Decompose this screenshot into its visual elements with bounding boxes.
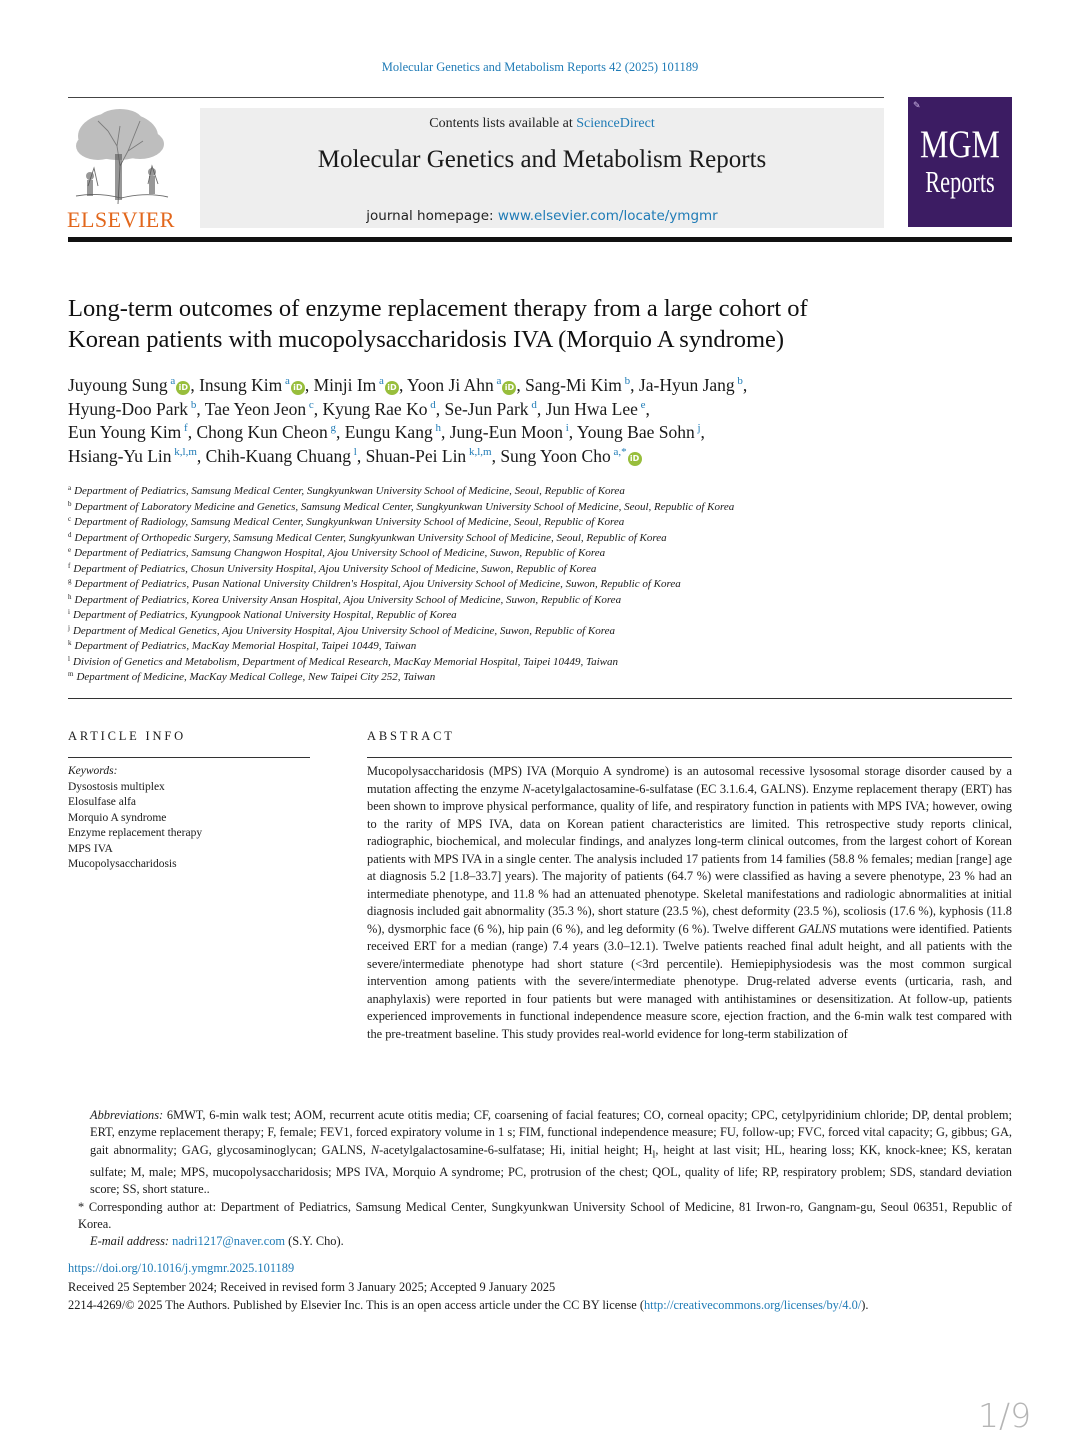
corresponding-author-footnote: * Corresponding author at: Department of Pediatrics, Samsung Medical Center, Sungkyunkwan University School of Medicine, 81 Irwon-ro, Gangnam-gu, Seoul 06351, Republic of Korea. [78,1199,1012,1231]
author-affiliation-mark[interactable]: a [282,375,290,387]
journal-homepage-line [200,208,884,224]
email-link[interactable]: nadri1217@naver.com [172,1234,286,1249]
abstract-segment: Mucopolysaccharidosis (MPS) IVA (Morquio A syndrome) is an autosomal recessive lysosomal storage disorder caused by a mutation affecting the enzyme [367,764,1012,796]
abstract-segment: mutations were identified. Patients received ERT for a median (range) 7.4 years (3.0–12.1). Twelve patients reached final adult height, and all patients with the severe/intermediate phenotype had short stature (<3rd percentile). Hemiepiphysiodesis was the most common surgical intervention among patients with the severe/intermediate phenotype. Drug-related adverse events (urticaria, rash, and anaphylaxis) were reported in four patients but were managed with antihistamines or desensitization. At follow-up, patients experienced improvements in functional independence measure score, ejection fraction, and the 6-min walk test compared with the pre-treatment baseline. This study provides real-world evidence for long-term stabilization of [367,921,1013,1041]
author-affiliation-mark[interactable]: a [493,375,502,387]
author-name: Kyung Rae Ko [322,398,428,419]
author-affiliation-mark[interactable]: f [181,422,188,434]
keywords-list [68,780,308,873]
keyword-item: Morquio A syndrome [68,811,167,824]
keyword-item: Dysostosis multiplex [68,780,165,793]
crossmark-icon: ✎ [913,100,921,110]
author-name: Tae Yeon Jeon [204,398,307,419]
author[interactable] [196,422,336,442]
footnotes [68,1107,1012,1251]
affiliation-text: Division of Genetics and Metabolism, Department of Medical Research, MacKay Memorial Hospital, Taipei 10449, Taiwan [72,655,619,668]
abstract-italic: GALNS [798,921,836,936]
affiliation-list [68,484,1012,686]
affiliation-letter: l [68,654,70,663]
header-bottom-rule [68,237,1012,242]
affiliation-text: Department of Pediatrics, Pusan National University Children's Hospital, Ajou University School of Medicine, Suwon, Republic of Korea [74,578,681,590]
author-affiliation-mark[interactable]: a [376,375,384,387]
header-top-rule [68,97,884,98]
abstract-rule [367,757,1012,758]
affiliation-text: Department of Medicine, MacKay Medical College, New Taipei City 252, Taiwan [76,671,436,683]
email-footnote [68,1233,1012,1250]
keyword-item: Mucopolysaccharidosis [68,858,177,870]
author[interactable] [444,399,536,419]
author-affiliation-mark[interactable]: b [734,375,743,387]
author-name: Ja-Hyun Jang [638,375,735,395]
affiliation-item [68,593,1012,609]
affiliation-item [68,577,1012,593]
abbreviations-subscript: l [652,1149,656,1161]
received-dates: Received 25 September 2024; Received in revised form 3 January 2025; Accepted 9 January 2025 [68,1279,556,1294]
affiliation-text: Department of Orthopedic Surgery, Samsung Medical Center, Sungkyunkwan University School of Medicine, Seoul, Republic of Korea [74,531,667,544]
publisher-logo [66,106,176,232]
author[interactable] [314,375,399,395]
affiliation-text: Department of Pediatrics, Kyungpook National University Hospital, Republic of Korea [72,609,457,621]
orcid-icon[interactable]: iD [291,381,305,395]
affiliation-item [68,546,1012,562]
author-affiliation-mark[interactable]: e [637,398,646,411]
author-affiliation-mark[interactable]: l [351,445,357,458]
author[interactable] [199,375,305,395]
author-name: Eungu Kang [344,422,433,442]
affiliation-letter: k [68,639,72,647]
affiliation-item [68,531,1012,547]
affiliation-item [68,655,1012,671]
affiliation-text: Department of Medical Genetics, Ajou University Hospital, Ajou University School of Medicine, Suwon, Republic of Korea [72,624,616,637]
author[interactable] [525,375,630,395]
author-name: Hsiang-Yu Lin [68,445,172,466]
author-name: Sang-Mi Kim [525,375,622,395]
affiliation-letter: c [68,515,72,523]
journal-cover-thumbnail[interactable] [908,97,1012,227]
abbreviations-text: -acetylgalactosamine-6-sulfatase; Hi, initial height; H [379,1142,653,1157]
license-prefix: 2214-4269/© 2025 The Authors. Published by Elsevier Inc. This is an open access article under the CC BY license ( [68,1298,644,1312]
author-name: Chong Kun Cheon [196,422,328,442]
author-name: Yoon Ji Ahn [407,375,494,395]
author[interactable] [68,422,188,442]
tree-logo-icon [68,106,174,206]
abbreviations-italic: N [370,1142,380,1157]
author[interactable] [68,446,197,466]
author[interactable] [68,375,190,395]
affiliation-item [68,562,1012,578]
license-suffix: ). [861,1298,869,1312]
affiliation-item [68,500,1012,516]
contents-prefix: Contents lists available at [429,116,577,131]
article-title [68,293,1012,355]
author-name: Sung Yoon Cho [500,445,611,466]
author-affiliation-mark[interactable]: i [562,422,569,434]
author-name: Se-Jun Park [444,398,529,419]
doi-link[interactable]: https://doi.org/10.1016/j.ymgmr.2025.101189 [68,1261,295,1275]
email-label: E-mail address: [90,1234,170,1249]
affiliation-letter: f [68,561,71,570]
author-name: Chih-Kuang Chuang [205,445,351,466]
affiliation-letter: j [68,623,70,632]
author-affiliation-mark[interactable]: a [167,375,176,387]
affiliation-letter: i [68,608,70,616]
author-affiliation-mark[interactable]: b [621,375,631,387]
affiliation-item [68,639,1012,655]
abbreviations-text: , height at last visit; HL, hearing loss; KK, knock-knee; KS, keratan sulfate; M, male; MPS, mucopolysaccharidosis; MPS IVA, Morquio A syndrome; PC, protrusion of the chest; QOL, quality of life; RP, respiratory problem; SDS, standard deviation score; SS, short stature.. [90,1142,1012,1197]
journal-homepage-link[interactable]: www.elsevier.com/locate/ymgmr [497,208,718,224]
keyword-item: Enzyme replacement therapy [68,827,203,839]
abbreviations-label: Abbreviations: [90,1108,164,1122]
affiliation-letter: d [68,530,72,539]
abstract-italic: N [522,781,531,796]
author[interactable] [206,446,357,466]
author[interactable] [407,375,516,395]
affiliation-item [68,624,1012,640]
author[interactable] [205,399,314,419]
author-affiliation-mark[interactable]: c [306,398,314,411]
author-affiliation-mark[interactable]: k,l,m [171,445,197,458]
abbreviations-footnote [68,1107,1012,1199]
author-list: Juyoung Sung $^a$iD , Insung Kim $^a$iD , Minji Im $^a$iD , Yoon Ji Ahn $^a$iD , Sang-Mi Kim $^b$, Ja-Hyun Jang $^b$, Hyung-Doo Park $^b$, Tae Yeon Jeon $^c$, Kyung Rae Ko $^d$, Se-Jun Park $^d$, Jun Hwa Lee $^e$, Eun Young Kim $^f$, Chong Kun Cheon $^g$, Eungu Kang $^h$, Jung-Eun Moon $^i$, Young Bae Sohn $^j$, Hsiang-Yu Lin $^{k,l,m}$, Chih-Kuang Chuang $^l$, Shuan-Pei Lin $^{k,l,m}$, Sung Yoon Cho $^{a,*}$iD [68,375,748,466]
contents-available-line [200,116,884,132]
keywords-block [68,764,308,873]
journal-title: Molecular Genetics and Metabolism Reports [317,146,767,173]
abstract-segment: -acetylgalactosamine-6-sulfatase (EC 3.1.6.4, GALNS). Enzyme replacement therapy (ERT) has been shown to improve physical performance, quality of life, and respiratory function in patients with MPS IVA; however, owing to the rarity of MPS IVA, data on Korean patient characteristics are limited. This retrospective study reports clinical, radiographic, biochemical, and molecular findings, and analyzes long-term clinical outcomes, from the largest cohort of Korean patients with MPS IVA in a single center. The analysis included 17 patients from 14 families (58.8 % females; median [range] age at diagnosis 5.2 [1.8–33.7] years). The majority of patients (64.7 %) were classified as having a severe phenotype, 23 % had an intermediate phenotype, and 11.8 % had an attenuated phenotype. Skeletal manifestations and radiologic abnormalities at initial diagnosis included gait abnormality (35.3 %), short stature (23.5 %), chest deformity (23.5 %), scoliosis (17.6 %), kyphosis (11.8 %), dysmorphic face (6 %), hip pain (6 %), and leg deformity (6 %). Twelve different [367,781,1012,936]
journal-citation[interactable]: Molecular Genetics and Metabolism Reports 42 (2025) 101189 [381,60,699,74]
article-info-rule [68,757,310,758]
abstract-heading: ABSTRACT [367,729,455,743]
cover-title-line2: Reports [925,164,995,199]
author[interactable] [546,399,646,419]
affiliation-letter: e [68,546,72,554]
author-name: Jung-Eun Moon [449,422,563,442]
keywords-label: Keywords: [68,765,118,777]
article-info-heading: ARTICLE INFO [68,729,186,743]
license-line [68,1296,1012,1315]
author-name: Insung Kim [199,375,283,395]
author-name: Young Bae Sohn [576,422,695,442]
affiliation-text: Department of Radiology, Samsung Medical Center, Sungkyunkwan University School of Medicine, Seoul, Republic of Korea [74,516,625,528]
journal-header-box [200,108,884,228]
orcid-icon[interactable]: iD [385,381,399,395]
affiliation-item [68,608,1012,624]
affiliation-text: Department of Laboratory Medicine and Genetics, Samsung Medical Center, Sungkyunkwan University School of Medicine, Seoul, Republic of Korea [74,500,735,513]
affiliation-letter: g [68,577,72,585]
author-affiliation-mark[interactable]: g [327,422,336,434]
email-suffix: (S.Y. Cho). [285,1234,344,1249]
article-title-line: Long-term outcomes of enzyme replacement therapy from a large cohort of [68,295,808,322]
affiliation-text: Department of Pediatrics, Samsung Medical Center, Sungkyunkwan University School of Medicine, Seoul, Republic of Korea [74,485,625,497]
orcid-icon[interactable]: iD [502,381,516,395]
author[interactable] [639,375,743,395]
affiliation-rule [68,698,1012,699]
author-name: Eun Young Kim [68,422,182,442]
author[interactable] [68,399,196,419]
author[interactable] [450,422,569,442]
cover-title-line1: MGM [920,123,1000,166]
author[interactable] [577,422,701,442]
affiliation-letter: m [68,670,74,678]
article-title-line: Korean patients with mucopolysaccharidosis IVA (Morquio A syndrome) [68,326,785,353]
author[interactable] [345,422,441,442]
author[interactable] [322,399,435,419]
abstract-text [367,763,1012,1043]
affiliation-letter: h [68,592,72,601]
author[interactable] [366,446,492,466]
author-affiliation-mark[interactable]: b [188,398,197,411]
author-affiliation-mark[interactable]: j [694,422,701,434]
affiliation-text: Department of Pediatrics, Samsung Changwon Hospital, Ajou University School of Medicine, Suwon, Republic of Korea [74,547,606,559]
author-name: Hyung-Doo Park [68,398,189,419]
affiliation-item [68,670,1012,686]
page-indicator: 1/9 [978,1396,1032,1434]
affiliation-letter: a [68,484,72,492]
author-affiliation-mark[interactable]: a,* [610,445,627,458]
author-name: Minji Im [313,375,377,395]
homepage-prefix: journal homepage: [366,208,498,224]
keyword-item: MPS IVA [68,842,113,855]
affiliation-text: Department of Pediatrics, Chosun University Hospital, Ajou University School of Medicine, Suwon, Republic of Korea [73,562,597,575]
publication-info [68,1259,1012,1315]
publisher-name: ELSEVIER [67,207,175,232]
orcid-icon[interactable]: iD [176,381,190,395]
author-name: Jun Hwa Lee [545,398,638,419]
author-affiliation-mark[interactable]: d [427,398,436,411]
license-link[interactable]: http://creativecommons.org/licenses/by/4.0/ [643,1298,862,1312]
keyword-item: Elosulfase alfa [68,796,137,808]
affiliation-text: Department of Pediatrics, MacKay Memorial Hospital, Taipei 10449, Taiwan [74,640,417,652]
author-affiliation-mark[interactable]: k,l,m [466,445,492,458]
author-name: Juyoung Sung [68,375,168,395]
affiliation-text: Department of Pediatrics, Korea University Ansan Hospital, Ajou University School of Medicine, Suwon, Republic of Korea [74,593,622,606]
affiliation-item [68,484,1012,500]
author-affiliation-mark[interactable]: d [528,398,537,411]
sciencedirect-link[interactable]: ScienceDirect [576,116,655,131]
affiliation-letter: b [68,499,72,508]
author-affiliation-mark[interactable]: h [432,422,441,434]
orcid-icon[interactable]: iD [628,452,642,466]
abbreviations-text: 6MWT, 6-min walk test; AOM, recurrent acute otitis media; CF, coarsening of facial features; CO, corneal opacity; CPC, cetylpyridinium chloride; DP, dental problem; ERT, enzyme replacement therapy; F, female; FEV1, forced expiratory volume in 1 s; FIM, functional independence measure; FU, follow-up; FVC, forced vital capacity; G, gibbus; GA, gait abnormality; GAG, glycosaminoglycan; GALNS, [90,1108,1012,1157]
author[interactable] [500,446,641,466]
affiliation-item [68,515,1012,531]
author-name: Shuan-Pei Lin [365,445,467,466]
